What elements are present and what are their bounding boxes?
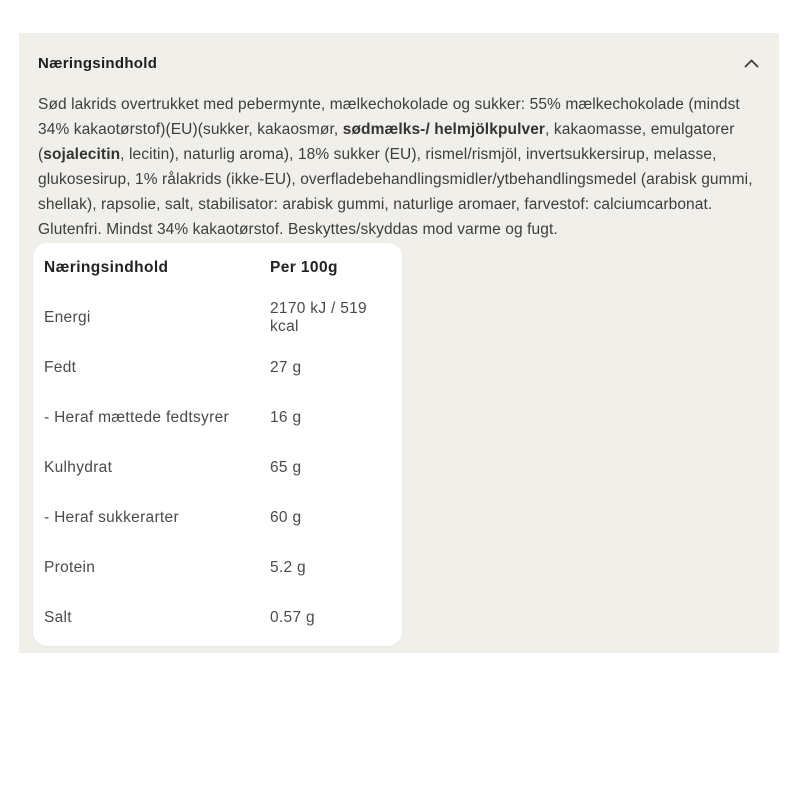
table-header-value: Per 100g bbox=[270, 259, 338, 276]
nutrition-card bbox=[33, 243, 402, 646]
ingredient-segment: Sød lakrids overtrukket med pebermynte, mælkechokolade og sukker: 55% mælkechokolade (mindst 34% kakaotørstof)(EU)(sukker, kakaosmør, bbox=[38, 96, 740, 138]
nutrient-value: 27 g bbox=[270, 359, 302, 376]
nutrient-label: Salt bbox=[44, 609, 72, 626]
nutrient-label: Energi bbox=[44, 309, 91, 326]
nutrient-value: 65 g bbox=[270, 459, 302, 476]
nutrition-accordion-panel bbox=[19, 33, 779, 653]
nutrition-table-header bbox=[33, 243, 402, 293]
accordion-title: Næringsindhold bbox=[38, 54, 158, 72]
nutrient-label: Protein bbox=[44, 559, 96, 576]
table-header-label: Næringsindhold bbox=[44, 259, 169, 276]
nutrient-label: Kulhydrat bbox=[44, 459, 113, 476]
table-row bbox=[33, 543, 402, 593]
chevron-up-icon[interactable] bbox=[742, 56, 760, 70]
nutrient-value: 0.57 g bbox=[270, 609, 315, 626]
table-row bbox=[33, 393, 402, 443]
nutrient-value: 60 g bbox=[270, 509, 302, 526]
table-row bbox=[33, 443, 402, 493]
nutrient-label: - Heraf sukkerarter bbox=[44, 509, 179, 526]
nutrient-label: - Heraf mættede fedtsyrer bbox=[44, 409, 229, 426]
table-row bbox=[33, 593, 402, 643]
nutrient-value: 5.2 g bbox=[270, 559, 306, 576]
ingredient-segment: , lecitin), naturlig aroma), 18% sukker (EU), rismel/rismjöl, invertsukkersirup, melasse, glukosesirup, 1% rålakrids (ikke-EU), overfladebehandlingsmidler/ytbehandlingsmedel (arabisk gummi, shellak), rapsolie, salt, stabilisator: arabisk gummi, naturlige aromaer, farvestof: calciumcarbonat. Glutenfri. Mindst 34% kakaotørstof. Beskyttes/skyddas mod varme og fugt. bbox=[38, 146, 753, 238]
table-row bbox=[33, 493, 402, 543]
nutrition-table-rows bbox=[33, 293, 402, 643]
ingredient-emphasis: sojalecitin bbox=[43, 146, 121, 163]
ingredients-text bbox=[38, 92, 760, 242]
accordion-header[interactable] bbox=[38, 33, 760, 79]
nutrient-label: Fedt bbox=[44, 359, 77, 376]
table-row bbox=[33, 293, 402, 343]
nutrient-value: 2170 kJ / 519 kcal bbox=[270, 300, 367, 335]
ingredient-emphasis: sødmælks-/ helmjölkpulver bbox=[342, 121, 546, 138]
ingredient-segment: , kakaomasse, emulgatorer ( bbox=[38, 121, 735, 163]
table-row bbox=[33, 343, 402, 393]
nutrient-value: 16 g bbox=[270, 409, 302, 426]
